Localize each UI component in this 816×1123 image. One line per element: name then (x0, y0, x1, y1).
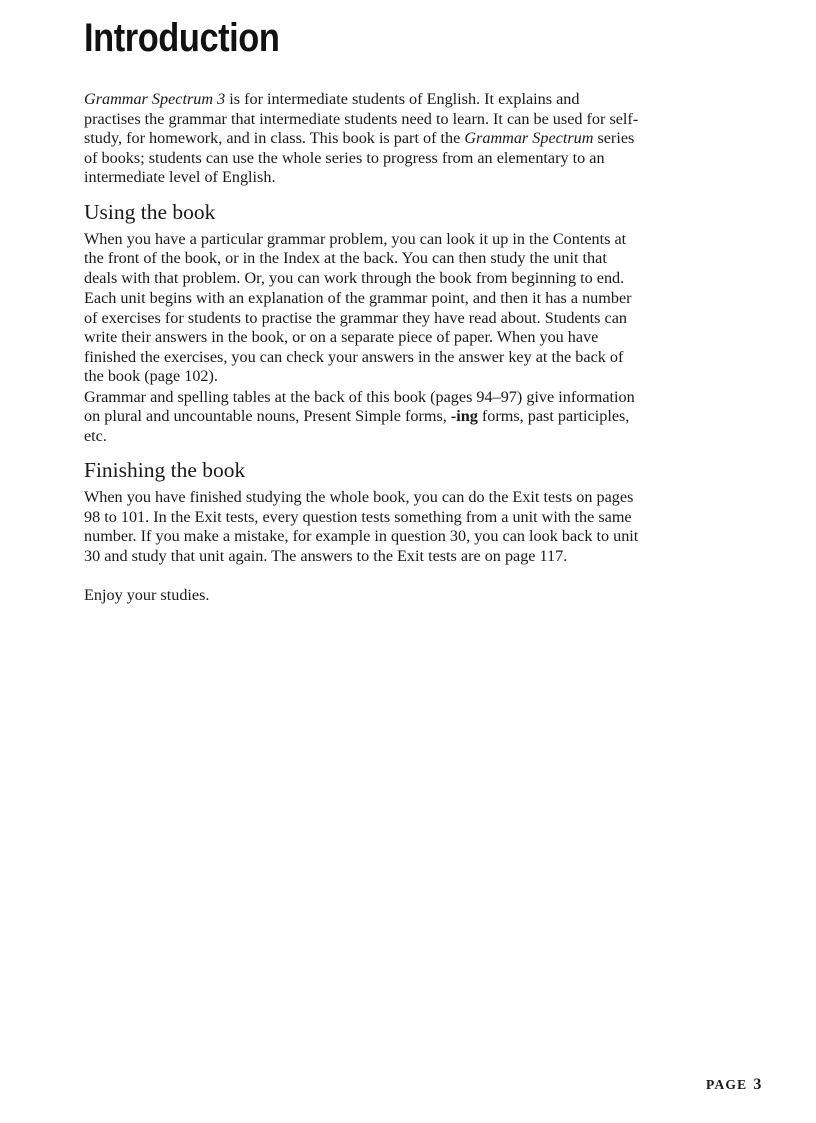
page-number: 3 (753, 1076, 763, 1093)
section-heading-using: Using the book (84, 199, 216, 224)
page-label: PAGE (706, 1077, 748, 1092)
section-heading-finishing: Finishing the book (84, 458, 246, 482)
intro-text-part-2: series of books; students can use the whole series to progress from an elementary to an intermediate level of English. (84, 129, 635, 186)
using-paragraph-2: Each unit begins with an explanation of the grammar point, and then it has a number of exercises for students to practise the grammar they have read about. Students can write their answers in the book, or on a separate piece of paper. When you have finished the exercises, you can check your answers in the answer key at the back of the book (page 102). (84, 289, 632, 385)
main-content (84, 90, 640, 606)
tables-paragraph (84, 388, 640, 447)
ing-bold: -ing (450, 407, 478, 425)
intro-paragraph (84, 90, 640, 188)
intro-text-part-1: is for intermediate students of English. It explains and practises the grammar that intermediate students need to learn. It can be used for self-study, for homework, and in class. This book is part of the (84, 90, 639, 147)
using-paragraph-1: When you have a particular grammar problem, you can look it up in the Contents at the front of the book, or in the Index at the back. You can then study the unit that deals with that problem. Or, you can work through the book from beginning to end. (84, 229, 627, 287)
page-footer (706, 1076, 763, 1094)
finishing-paragraph: When you have finished studying the whole book, you can do the Exit tests on pages 98 to 101. In the Exit tests, every question tests something from a unit with the same number. If you make a mistake, for example in question 30, you can look back to unit 30 and study that unit again. The answers to the Exit tests are on page 117. (84, 488, 639, 565)
tables-text-part-1: Grammar and spelling tables at the back of this book (pages 94–97) give information on plural and uncountable nouns, Present Simple forms, (84, 387, 635, 425)
tables-text-part-2: forms, past participles, etc. (84, 407, 630, 445)
page-title: Introduction (84, 16, 280, 60)
book-title-italic: Grammar Spectrum 3 (84, 90, 226, 108)
closing-line: Enjoy your studies. (84, 586, 210, 604)
series-title-italic: Grammar Spectrum (464, 129, 594, 147)
